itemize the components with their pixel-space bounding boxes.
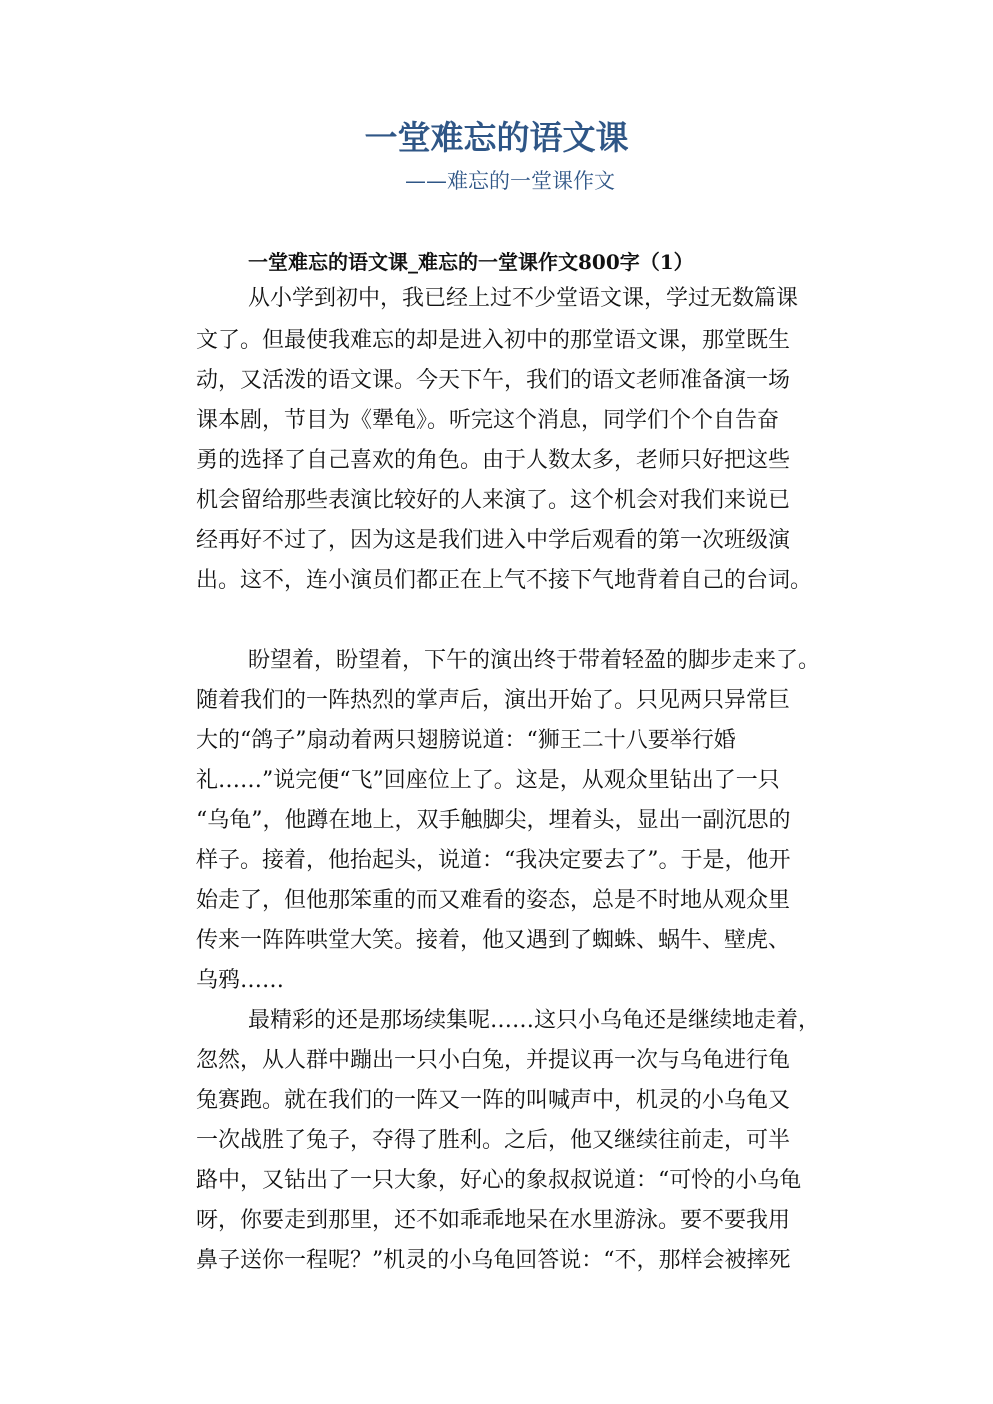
document-subtitle: ——难忘的一堂课作文 xyxy=(405,169,615,193)
body-line: 文了。但最使我难忘的却是进入初中的那堂语文课，那堂既生 xyxy=(196,328,791,353)
section-heading: 一堂难忘的语文课_难忘的一堂课作文800字（1） xyxy=(248,250,694,274)
body-line: 最精彩的还是那场续集呢……这只小乌龟还是继续地走着， xyxy=(248,1008,821,1033)
body-line: “乌龟”，他蹲在地上，双手触脚尖，埋着头，显出一副沉思的 xyxy=(196,808,791,833)
body-line: 动，又活泼的语文课。今天下午，我们的语文老师准备演一场 xyxy=(196,368,791,393)
body-line: 路中，又钻出了一只大象，好心的象叔叔说道：“可怜的小乌龟 xyxy=(196,1168,802,1193)
document-title: 一堂难忘的语文课 xyxy=(364,118,629,157)
body-line: 机会留给那些表演比较好的人来演了。这个机会对我们来说已 xyxy=(196,488,791,513)
body-line: 鼻子送你一程呢？”机灵的小乌龟回答说：“不，那样会被摔死 xyxy=(196,1248,791,1273)
body-line: 勇的选择了自己喜欢的角色。由于人数太多，老师只好把这些 xyxy=(196,448,791,473)
body-line: 乌鸦…… xyxy=(196,968,285,993)
body-line: 一次战胜了兔子，夺得了胜利。之后，他又继续往前走，可半 xyxy=(196,1128,791,1153)
body-line: 大的“鸽子”扇动着两只翅膀说道：“狮王二十八要举行婚 xyxy=(196,728,736,753)
body-line: 盼望着，盼望着，下午的演出终于带着轻盈的脚步走来了。 xyxy=(248,648,821,673)
body-line: 随着我们的一阵热烈的掌声后，演出开始了。只见两只异常巨 xyxy=(196,688,791,713)
body-line: 兔赛跑。就在我们的一阵又一阵的叫喊声中，机灵的小乌龟又 xyxy=(196,1088,791,1113)
body-line: 从小学到初中，我已经上过不少堂语文课，学过无数篇课 xyxy=(248,286,799,311)
body-line: 始走了，但他那笨重的而又难看的姿态，总是不时地从观众里 xyxy=(196,888,791,913)
body-line: 忽然，从人群中蹦出一只小白兔，并提议再一次与乌龟进行龟 xyxy=(196,1048,791,1073)
body-line: 礼……”说完便“飞”回座位上了。这是，从观众里钻出了一只 xyxy=(196,768,780,793)
body-line: 传来一阵阵哄堂大笑。接着，他又遇到了蜘蛛、蜗牛、壁虎、 xyxy=(196,928,791,953)
body-line: 样子。接着，他抬起头，说道：“我决定要去了”。于是，他开 xyxy=(196,848,791,873)
body-line: 经再好不过了，因为这是我们进入中学后观看的第一次班级演 xyxy=(196,528,791,553)
body-line: 出。这不，连小演员们都正在上气不接下气地背着自己的台词。 xyxy=(196,568,813,593)
body-line: 课本剧，节目为《犟龟》。听完这个消息，同学们个个自告奋 xyxy=(196,408,780,433)
body-line: 呀，你要走到那里，还不如乖乖地呆在水里游泳。要不要我用 xyxy=(196,1208,791,1233)
